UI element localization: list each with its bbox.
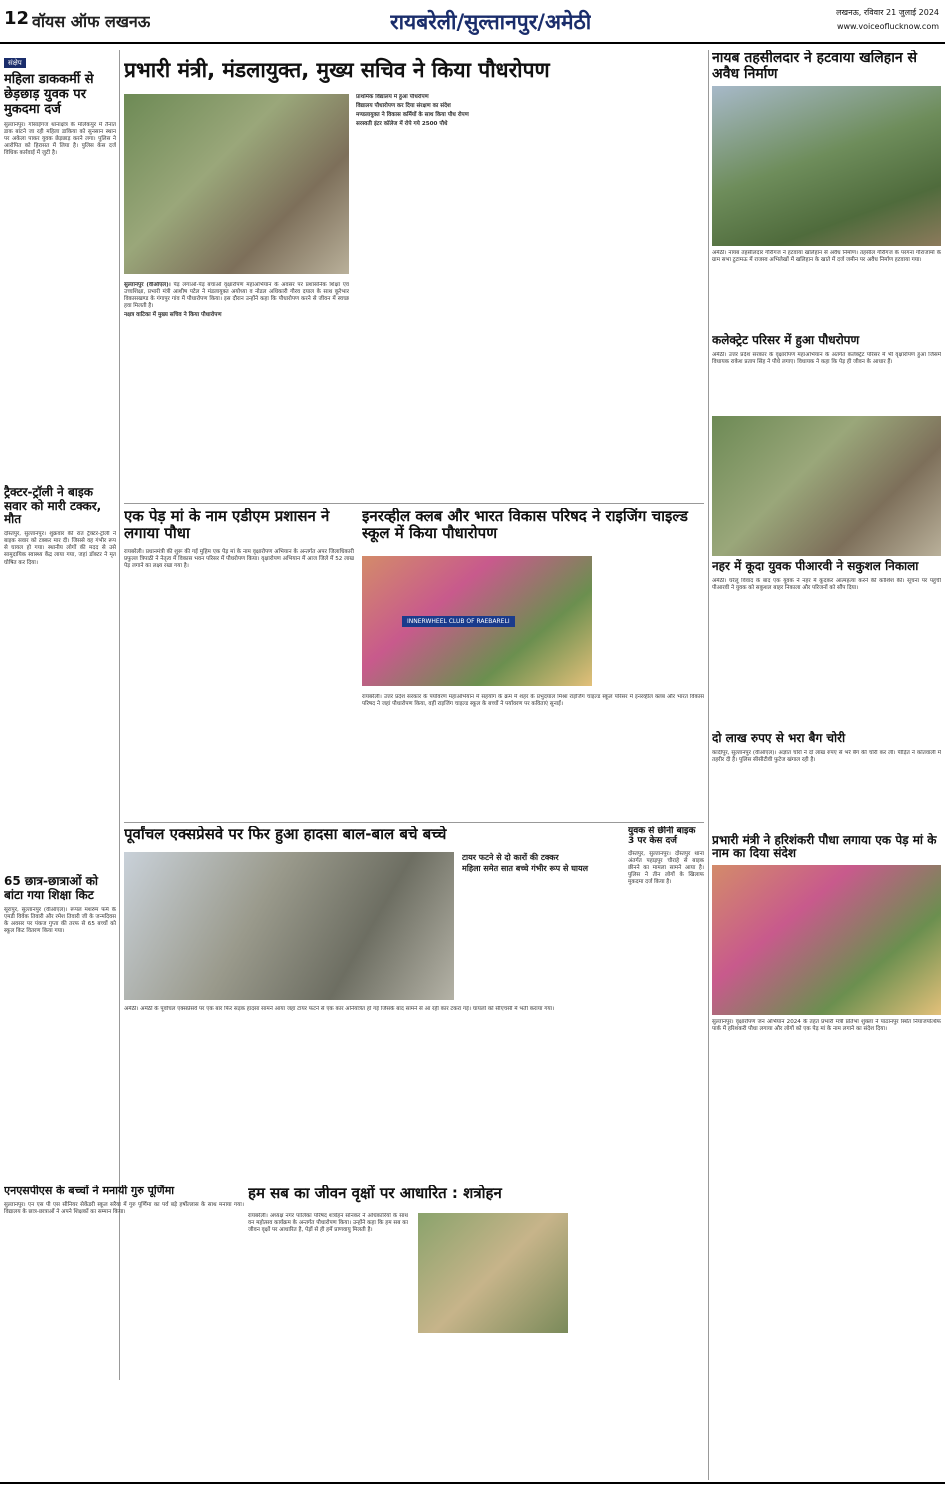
page-footer	[0, 1482, 945, 1500]
expressway-headline: पूर्वांचल एक्सप्रेसवे पर फिर हुआ हादसा बाल-बाल बचे बच्चे	[124, 826, 447, 843]
life-photo	[418, 1213, 568, 1333]
bike-headline: युवक से छीनी बाइक 3 पर केस दर्ज	[628, 826, 696, 847]
paper-name: वॉयस ऑफ लखनऊ	[32, 12, 151, 31]
right-story2-text: अमेठी। उत्तर प्रदेश सरकार के वृक्षारोपण महाअभियान के अंतर्गत कलेक्ट्रेट परिसर में भी वृक्षारोपण हुआ जिसमें विधायक राकेश प्रताप सिंह ने पौधे लगाए। विधायक ने कहा कि पेड़ ही जीवन के आधार हैं।	[712, 351, 941, 366]
sankshep-story1-headline: महिला डाककर्मी से छेड़छाड़ युवक पर मुकदमा दर्ज	[4, 72, 94, 117]
column-rule	[119, 50, 120, 1380]
right-story4-headline: दो लाख रुपए से भरा बैग चोरी	[712, 730, 846, 745]
lead-subhead2: प्राथमिक विद्यालय में हुआ पौधरोपण	[356, 94, 429, 100]
innerwheel-story	[362, 508, 704, 818]
life-story	[248, 1185, 704, 1475]
lead-subhead1: नक्षत्र वाटिका में मुख्य सचिव ने किया पौधारोपण	[124, 312, 222, 319]
right-story1-photo	[712, 86, 941, 246]
lead-text	[124, 282, 349, 492]
right-story5-photo	[712, 865, 941, 1015]
expressway-bullet-1: टायर फटने से दो कारों की टक्कर	[462, 853, 559, 862]
lead-photo	[124, 94, 349, 274]
right-story5-headline: प्रभारी मंत्री ने हरिशंकरी पौधा लगाया एक पेड़ मां के नाम का दिया संदेश	[712, 832, 937, 861]
right-story1-text: अमेठी। नायब तहसीलदार गौरीगंज ने हटवाया खलिहान से अवैध निर्माण। तहसील गौरीगंज के परगना गौराजामो के ग्राम सभा टुटामऊ में राजस्व अभिलेखों में खलिहान के खाते में दर्ज जमीन पर अवैध निर्माण हटवाया गया।	[712, 250, 941, 264]
lead-subhead3: विद्यालय पौधारोपण कर दिया संरक्षण का संदेश	[356, 103, 451, 110]
adm-text: रायबरेली। प्रधानमंत्री की शुरू की गई मुहिम एक पेड़ मां के नाम वृक्षारोपण अभियान के अन्तर्गत अपर जिलाधिकारी प्रफुल्ल त्रिपाठी ने नेतृत्व में विकास भवन परिसर में पौधरोपण किया। वृक्षारोपण अभियान में आज जिले में 52 लाख पेड़ लगाने का लक्ष्य रखा गया है।	[124, 548, 354, 569]
date: लखनऊ, रविवार 21 जुलाई 2024	[836, 8, 939, 17]
life-headline: हम सब का जीवन वृक्षों पर आधारित : शत्रोहन	[248, 1185, 502, 1202]
sankshep-tag: संक्षेप	[4, 58, 26, 68]
right-story3-headline: नहर में कूदा युवक पीआरवी ने सकुशल निकाला	[712, 558, 919, 573]
column-rule	[708, 50, 709, 1480]
right-story2-photo	[712, 416, 941, 556]
innerwheel-headline: इनरव्हील क्लब और भारत विकास परिषद ने राइजिंग चाइल्ड स्कूल में किया पौधारोपण	[362, 508, 688, 543]
lead-headline: प्रभारी मंत्री, मंडलायुक्त, मुख्य सचिव ने किया पौधरोपण	[124, 58, 550, 82]
guru-story	[4, 1185, 244, 1475]
sankshep-column	[4, 50, 116, 1380]
innerwheel-banner: INNERWHEEL CLUB OF RAEBARELI	[402, 616, 515, 627]
masthead	[0, 0, 945, 44]
guru-headline: एनएसपीएस के बच्चों ने मनायी गुरु पूर्णिमा	[4, 1185, 175, 1197]
sankshep-story3-text: सूरापुर, सुल्तानपुर (वीऑएल)। रूपल मशरुम फर्म के एमडी विवेक तिवारी और रमेश तिवारी जी के जन्मदिवस के अवसर पर पंकज गुप्ता की तरफ से 65 बच्चों को स्कूल किट वितरण किया गया।	[4, 906, 116, 935]
expressway-story	[124, 826, 624, 1116]
district-title: रायबरेली/सुल्तानपुर/अमेठी	[390, 10, 592, 34]
lead-body: पेड़ लगाओ-पेड़ बचाओ वृक्षारोपण महाअभियान के अवसर पर प्रशासनिक शिक्षा एवं उच्चशिक्षा, प्रभारी मंत्री आशीष पटेल ने मंडलायुक्त अयोध्या व नोडल अधिकारी गौरव दयाल के साथ कूरेभार विकासखण्ड के गंगापुर गांव में पौधारोपण किया। इस दौरान उन्होंने कहा कि पौधारोपण करने से जीवन में स्वच्छ हवा मिलती है।	[124, 282, 349, 310]
section-rule	[124, 503, 704, 504]
lead-subhead5: सरस्वती इंटर कॉलेज में रोपे गये 2500 पौधे	[356, 121, 448, 128]
bike-text: दोस्तपुर, सुल्तानपुर। दोस्तपुर थाना अंतर्गत पहाड़पुर चौराहे से बाइक छीनने का मामला सामने आया है। पुलिस ने तीन लोगों के खिलाफ मुकदमा दर्ज किया है।	[628, 850, 704, 886]
adm-headline: एक पेड़ मां के नाम एडीएम प्रशासन ने लगाया पौधा	[124, 508, 330, 543]
website[interactable]: www.voiceoflucknow.com	[836, 22, 939, 31]
lead-subhead4: मण्डलायुक्त ने विकास कर्मियों के साथ किया पौध रोपण	[356, 112, 469, 119]
guru-text: सुल्तानपुर। एन एस पी एस सीनियर सेकेंडरी स्कूल सरैया में गुरु पूर्णिमा का पर्व बड़े हर्षोल्लास के साथ मनाया गया। विद्यालय के छात्र-छात्राओं ने अपने शिक्षकों का सम्मान किया।	[4, 1201, 244, 1215]
right-story4-text: कादीपुर, सुल्तानपुर (वीऑएल)। अज्ञात चोरों ने दो लाख रुपए से भरे बैग की चोरी कर ली। पीड़ित ने कोतवाली में तहरीर दी है। पुलिस सीसीटीवी फुटेज खंगाल रही है।	[712, 749, 941, 763]
sankshep-story1-text: सुल्तानपुर। गोसाईगंज थानाक्षेत्र के मलिकपुर में तैनात डाक बांटने जा रही महिला डाकिया को सुनसान स्थान पर अकेला पाकर युवक छेड़छाड़ करने लगा। पुलिस ने आरोपित को हिरासत में लिया है। पुलिस केस दर्ज विधिक कार्रवाई में जुटी है।	[4, 121, 116, 157]
expressway-bullet-2: महिला समेत सात बच्चे गंभीर रूप से घायल	[462, 864, 589, 873]
innerwheel-photo	[362, 556, 592, 686]
expressway-text: अमेठी। अमेठी के पूर्वांचल एक्सप्रेसवे पर एक बार फिर सड़क हादसा सामने आया जहां टायर फटने से एक कार अनियंत्रित हो गई जिसके बाद सामने से आ रही कार टकरा गई। घायलों को सीएचसी में भर्ती कराया गया।	[124, 1006, 555, 1012]
sankshep-story2-headline: ट्रैक्टर-ट्रॉली ने बाइक सवार को मारी टक्कर, मौत	[4, 484, 102, 527]
life-text: रायबरेली। अध्यक्ष नगर पालिका परिषद शत्रोहन सोनकर ने अधिकारियों के साथ वन महोत्सव कार्यक्रम के अन्तर्गत पौधारोपण किया। उन्होंने कहा कि हम सब का जीवन वृक्षों पर आधारित है, पेड़ों से ही हमें प्राणवायु मिलती है।	[248, 1213, 408, 1234]
sankshep-story3-headline: 65 छात्र-छात्राओं को बांटा गया शिक्षा किट	[4, 874, 99, 902]
right-story3-text: अमेठी। घरेलू विवाद के बाद एक युवक ने नहर में कूदकर आत्महत्या करने की कोशिश की। सूचना पर पहुंची पीआरवी ने युवक को सकुशल बाहर निकाला और परिजनों को सौंप दिया।	[712, 577, 941, 591]
innerwheel-text: रायबरेली। उत्तर प्रदेश सरकार के पर्यावरण महाअभियान में सहयोग के क्रम में शहर के प्रभुदयाल मिश्रा राइजिंग चाइल्ड स्कूल परिसर में इनरव्हील क्लब और भारत विकास परिषद ने जहां पौधारोपण किया, वहीं राइजिंग चाइल्ड स्कूल के बच्चों ने पर्यावरण पर कविताएं सुनाईं।	[362, 694, 704, 708]
lead-dateline: सुल्तानपुर (वीऑएल)।	[124, 282, 171, 288]
section-rule	[124, 822, 704, 823]
right-story2-headline: कलेक्ट्रेट परिसर में हुआ पौधरोपण	[712, 333, 860, 348]
bike-story	[628, 826, 704, 1116]
expressway-bullets	[462, 852, 622, 874]
page-number: 12	[4, 8, 30, 29]
lead-text-right	[356, 94, 701, 494]
lead-story	[124, 50, 704, 500]
sankshep-story2-text: दोस्तपुर, सुल्तानपुर। शुक्रवार की रात ट्रैक्टर-ट्रॉली ने बाइक सवार को टक्कर मार दी। जिससे वह गंभीर रूप से घायल हो गया। स्थानीय लोगों की मदद से उसे सामुदायिक स्वास्थ्य केंद्र लाया गया, जहां डॉक्टर ने मृत घोषित कर दिया।	[4, 531, 116, 566]
right-story1-headline: नायब तहसीलदार ने हटवाया खलिहान से अवैध निर्माण	[712, 50, 917, 83]
right-column	[712, 50, 941, 1480]
expressway-photo	[124, 852, 454, 1000]
adm-story	[124, 508, 354, 818]
dateline	[836, 6, 939, 34]
right-story5-text: सुल्तानपुर। वृक्षारोपण जन अभियान 2024 के तहत प्रभारी मंत्री प्रतिभा शुक्ला ने पाठानपुर स्थित नियाजपत्थिफ पार्क में हरिशंकरी पौधा लगाया और लोगों को एक पेड़ मां के नाम लगाने का संदेश दिया।	[712, 1019, 941, 1033]
